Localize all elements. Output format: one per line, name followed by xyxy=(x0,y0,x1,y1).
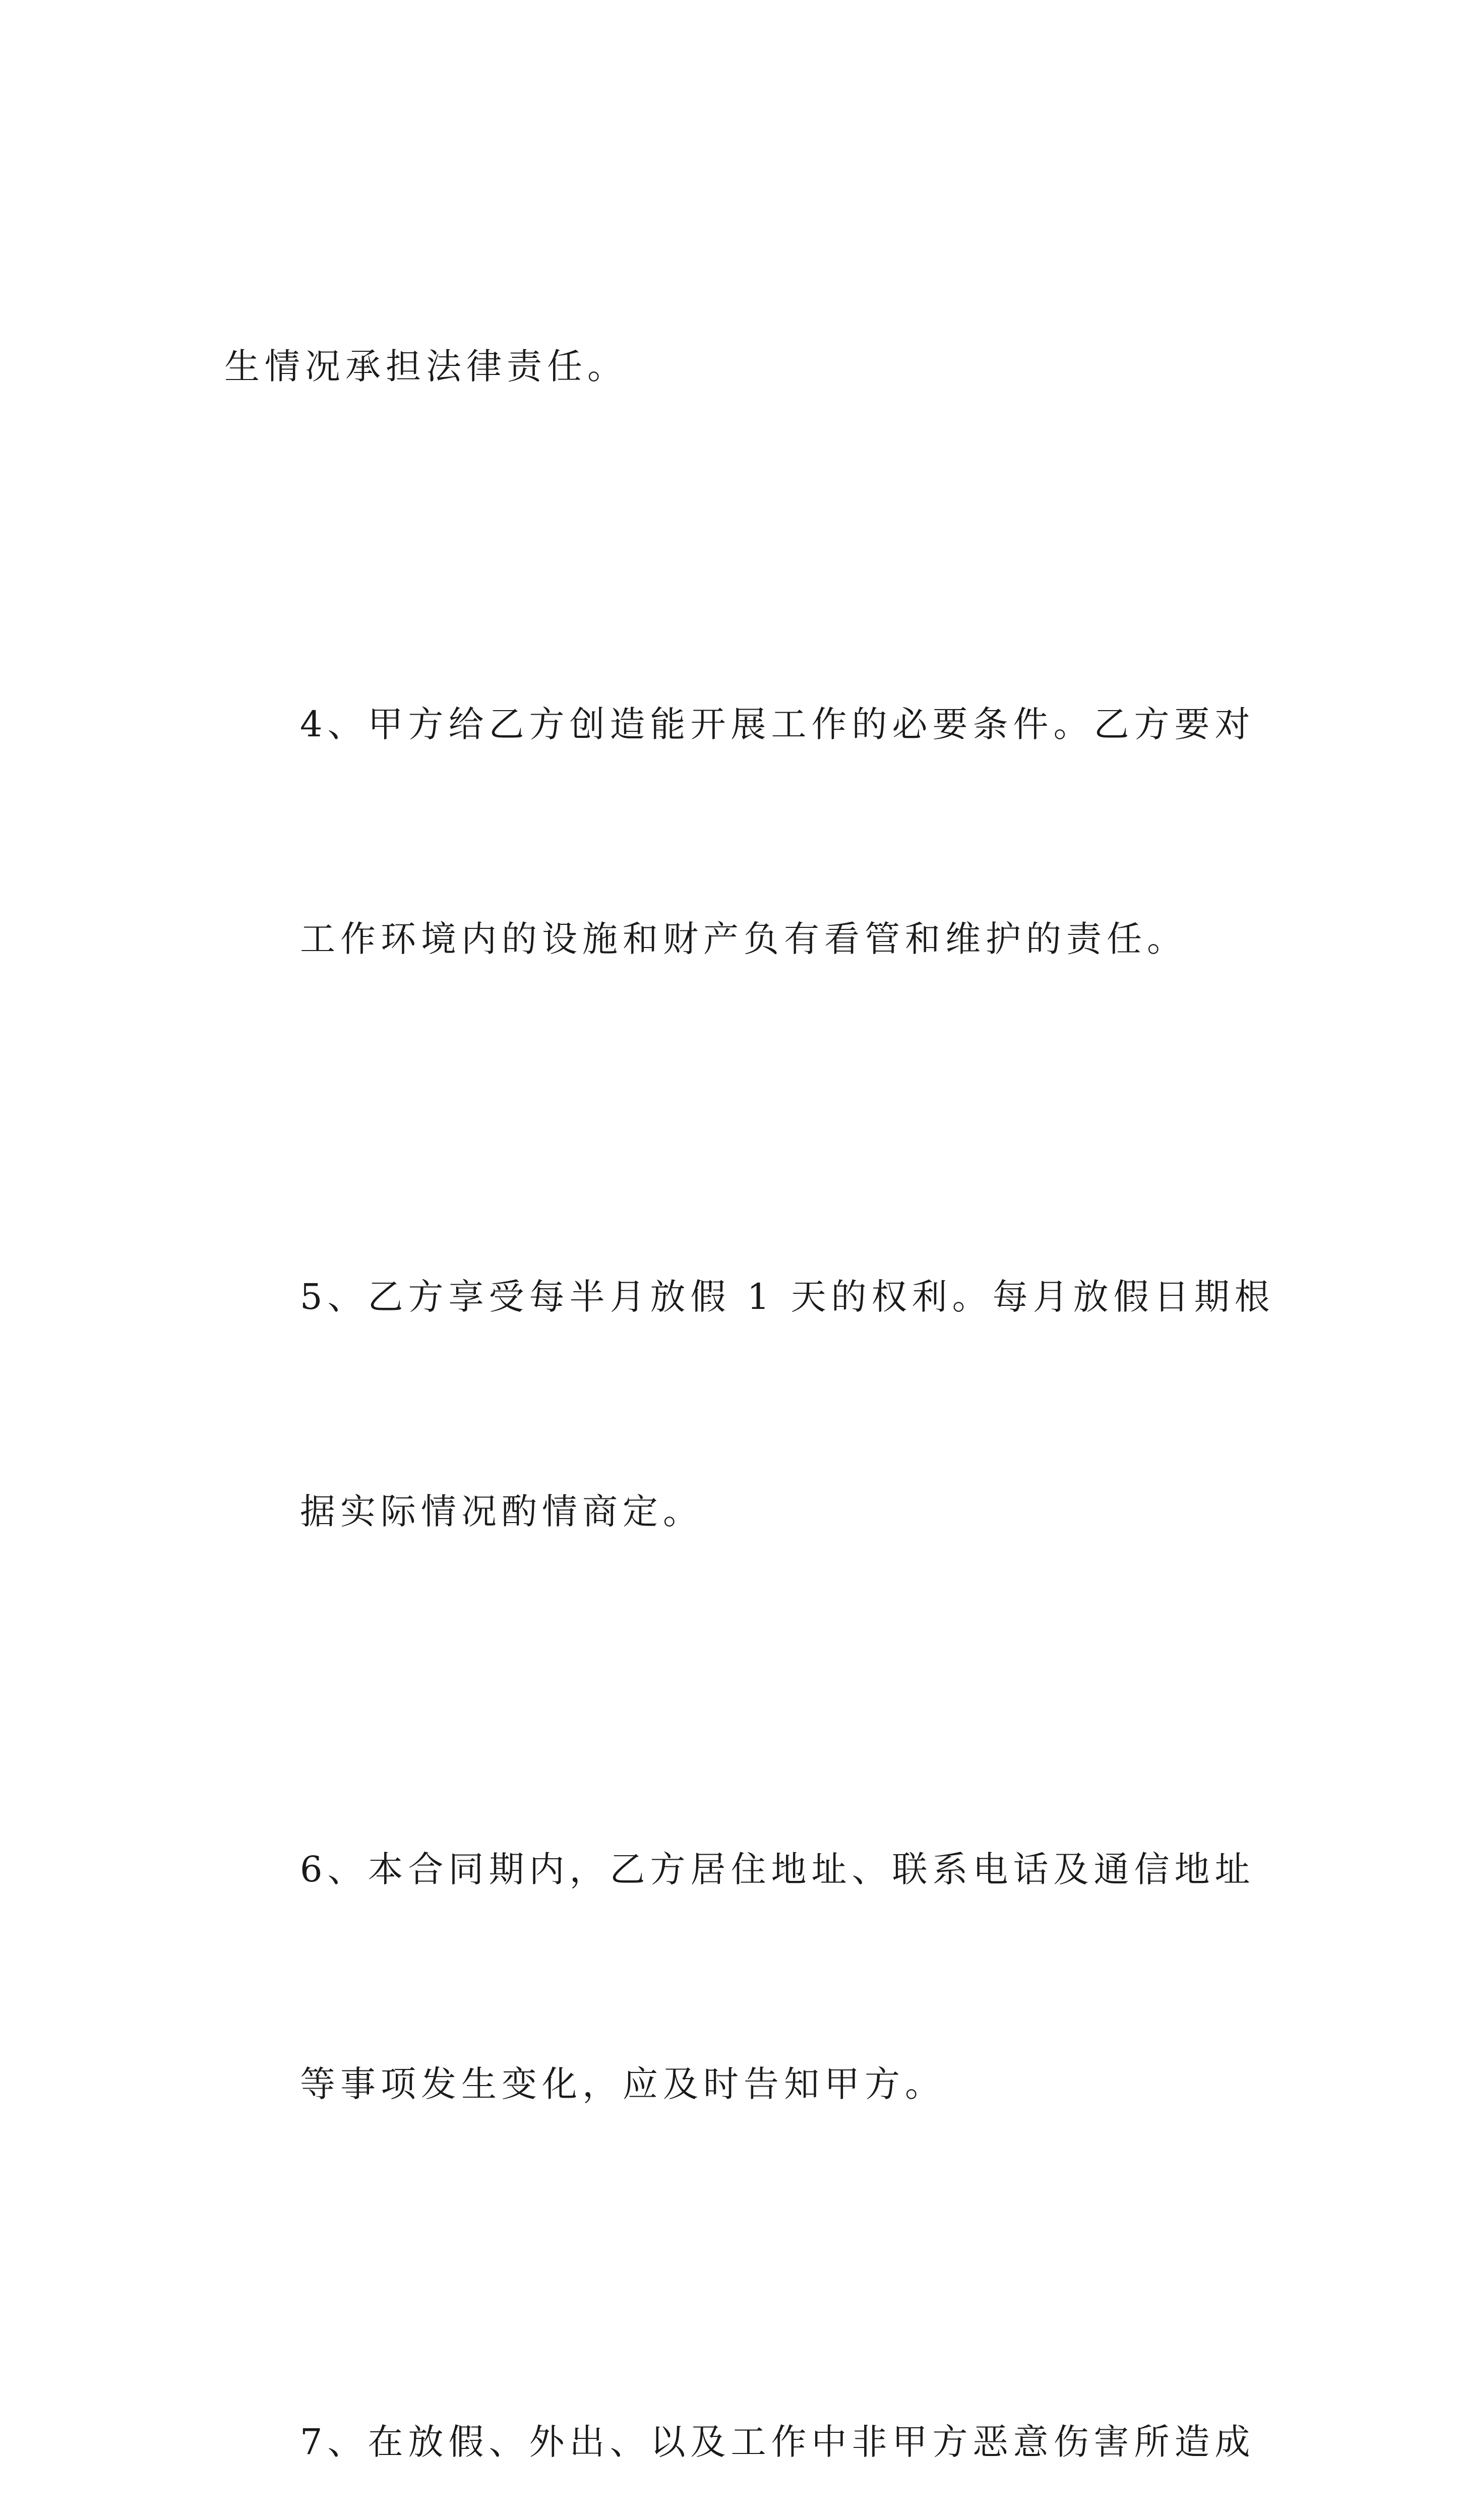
text-line: 5、乙方享受每半月放假 1 天的权利。每月放假日期根 xyxy=(300,1276,1275,1317)
text-line: 等事项发生变化，应及时告知甲方。 xyxy=(300,2063,945,2105)
paragraph-clause-6 xyxy=(224,1690,1253,2263)
paragraph-clause-5 xyxy=(224,1118,1275,1690)
text-line: 7、在放假、外出、以及工作中非甲方恶意伤害所造成 xyxy=(300,2421,1255,2463)
text-line: 6、本合同期内，乙方居住地址、联系电话及通信地址 xyxy=(300,1849,1255,1890)
text-line: 工作环境内的设施和财产负有看管和维护的责任。 xyxy=(300,918,1187,960)
document-page xyxy=(224,187,1275,2520)
text-line: 生情况承担法律责任。 xyxy=(224,346,628,387)
text-line: 据实际情况酌情商定。 xyxy=(300,1491,703,1532)
paragraph-clause-7 xyxy=(224,2263,1253,2520)
paragraph-clause-4 xyxy=(224,545,1253,1118)
text-line: 4、甲方给乙方创造能开展工作的必要条件。乙方要对 xyxy=(300,704,1255,745)
paragraph-continuation xyxy=(224,187,1253,545)
